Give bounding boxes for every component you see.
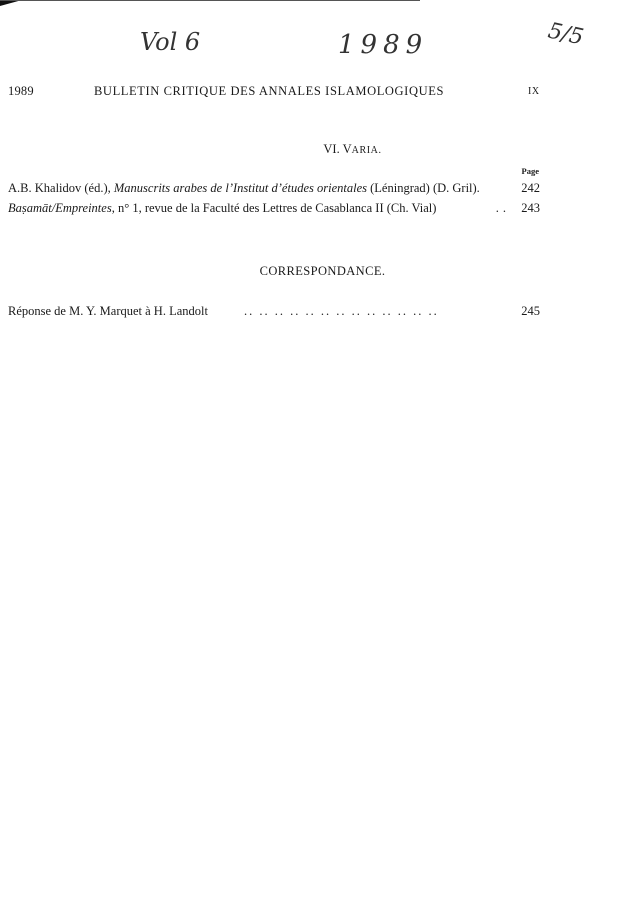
entry-details: (Léningrad) (D. Gril). (367, 181, 480, 195)
entry-leader: .. .. .. .. .. .. .. .. .. .. .. .. .. (244, 304, 439, 318)
toc-entry (8, 304, 540, 319)
handwritten-corner-note: 5/5 (545, 18, 586, 51)
entry-page: 243 (521, 201, 540, 215)
section-number: VI. (323, 142, 340, 156)
entry-leader: .. (495, 201, 510, 215)
entry-page: 245 (521, 304, 540, 318)
page-column-header: Page (521, 166, 539, 176)
section-name-initial: V (342, 142, 352, 156)
section-title-varia (0, 142, 625, 157)
section-name-rest: ARIA. (351, 145, 382, 156)
toc-entry (8, 181, 540, 196)
running-header-page-number: IX (528, 86, 540, 97)
running-header-title: BULLETIN CRITIQUE DES ANNALES ISLAMOLOGIQUES (94, 84, 444, 98)
handwritten-volume: Vol 6 (140, 28, 201, 56)
entry-text: Réponse de M. Y. Marquet à H. Landolt (8, 304, 208, 318)
handwritten-year: 1989 (338, 30, 429, 60)
section-title-correspondance: CORRESPONDANCE. (259, 264, 386, 278)
entry-title: Manuscrits arabes de l’Institut d’études orientales (113, 181, 367, 195)
page-top-edge (0, 0, 420, 1)
entry-title: Baṣamāt/Empreintes (8, 201, 112, 215)
entry-page: 242 (521, 181, 540, 195)
entry-author: A.B. Khalidov (éd.), (8, 181, 114, 195)
entry-details: , n° 1, revue de la Faculté des Lettres de Casablanca II (Ch. Vial) (111, 201, 437, 215)
toc-entry (8, 201, 540, 216)
running-header-year: 1989 (8, 84, 34, 98)
